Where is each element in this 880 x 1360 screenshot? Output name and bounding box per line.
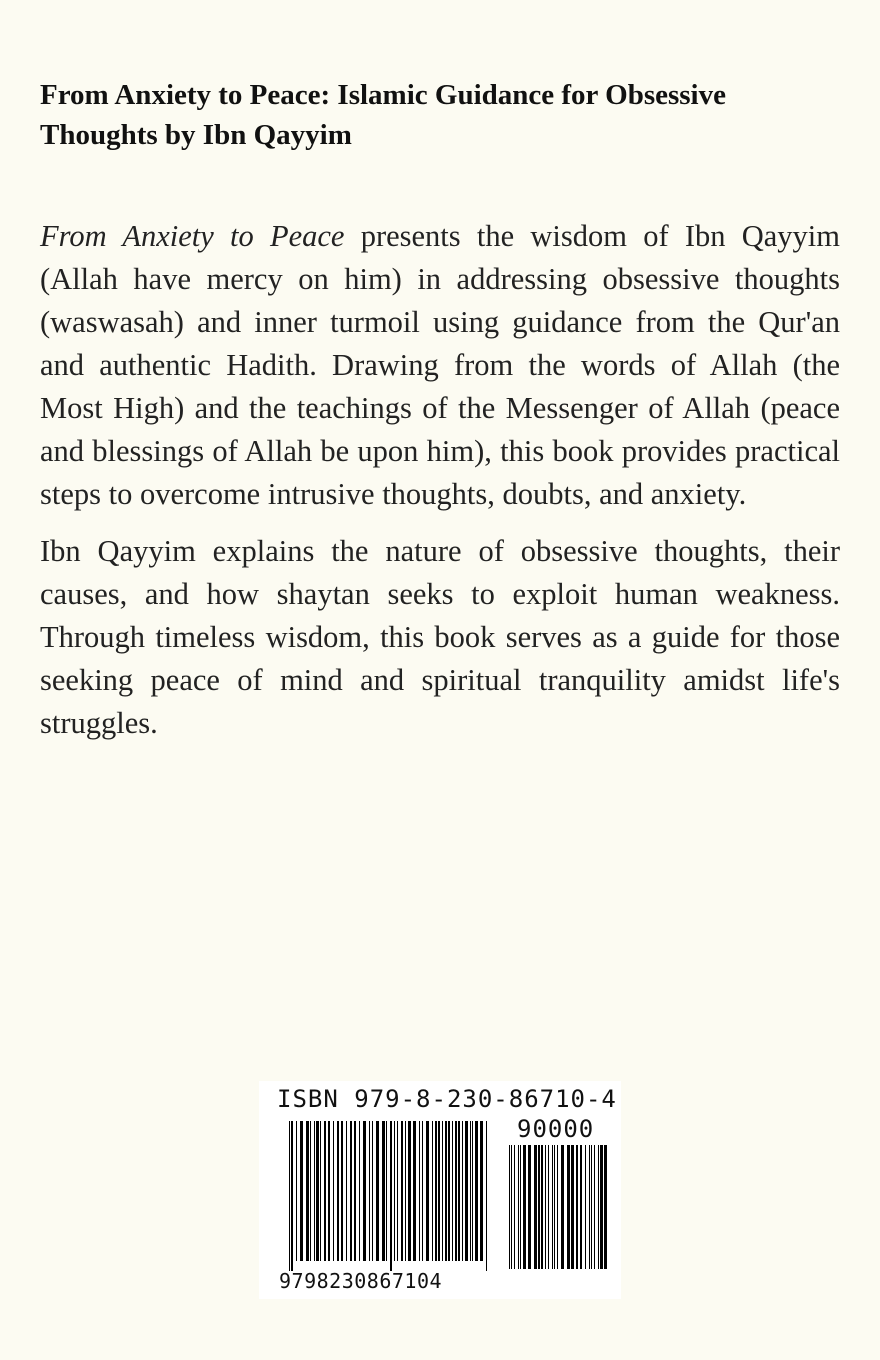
barcode-bar [372, 1121, 373, 1261]
barcode-bar [289, 1121, 290, 1271]
barcode-bar [324, 1121, 326, 1261]
barcode-bar [557, 1145, 558, 1269]
barcode-bar [445, 1121, 447, 1261]
barcode-bar [346, 1121, 347, 1261]
barcode-bar [545, 1145, 546, 1269]
barcode-bar [314, 1121, 315, 1261]
barcode-bar [435, 1121, 437, 1261]
barcode-bar [291, 1121, 293, 1271]
barcode-addon-bars [509, 1145, 609, 1271]
barcode-bar [458, 1121, 460, 1261]
barcode-bar [320, 1121, 321, 1261]
barcode-bar [442, 1121, 443, 1261]
barcode-bar [333, 1121, 334, 1261]
barcode-bar [567, 1145, 570, 1269]
barcode-bar [576, 1145, 578, 1269]
barcode-bar [306, 1121, 309, 1261]
barcode-bar [538, 1145, 540, 1269]
barcode-bar [310, 1121, 311, 1261]
barcode-bar [534, 1145, 537, 1269]
barcode-bar [511, 1145, 512, 1269]
isbn-barcode [259, 1081, 621, 1299]
barcode-bar [363, 1121, 366, 1261]
barcode-bar [386, 1121, 387, 1261]
barcode-bar [591, 1145, 592, 1269]
barcode-bar [328, 1121, 330, 1261]
barcode-bar [585, 1145, 586, 1269]
barcode-bar [397, 1121, 398, 1261]
barcode-bar [589, 1145, 590, 1269]
barcode-bar [518, 1145, 519, 1269]
barcode-bar [571, 1145, 574, 1269]
barcode-bar [354, 1121, 356, 1261]
barcode-bar [604, 1145, 607, 1269]
barcode-bar [359, 1121, 360, 1261]
barcode-bar [350, 1121, 352, 1261]
barcode-bar [401, 1121, 403, 1261]
barcode-bar [462, 1121, 463, 1261]
barcode-bar [465, 1121, 468, 1261]
barcode-bar [422, 1121, 423, 1261]
barcode-bar [300, 1121, 303, 1261]
book-title-italic: From Anxiety to Peace [40, 219, 345, 253]
barcode-bar [426, 1121, 429, 1261]
barcode-bar [509, 1145, 510, 1269]
barcode-bar [514, 1145, 515, 1269]
barcode-bar [480, 1121, 483, 1261]
barcode-bar [448, 1121, 450, 1261]
barcode-bar [548, 1145, 549, 1269]
barcode-bar [523, 1145, 526, 1269]
barcode-bar [541, 1145, 543, 1269]
barcode-bar [600, 1145, 603, 1269]
barcode-main-bars [289, 1121, 499, 1271]
barcode-bar [594, 1145, 595, 1269]
barcode-bar [376, 1121, 379, 1261]
barcode-bar [554, 1145, 555, 1269]
barcode-bar [561, 1145, 564, 1269]
barcode-bar [475, 1121, 478, 1261]
description-paragraph-2: Ibn Qayyim explains the nature of obsessive thoughts, their causes, and how shaytan seeks to exploit human weakness. Through timeless wisdom, this book serves as a guide for those seeking peace of mind and spiritual tranquility amidst life's struggles. [40, 534, 840, 740]
back-cover-content [40, 75, 840, 759]
book-title: From Anxiety to Peace: Islamic Guidance for Obsessive Thoughts by Ibn Qayyim [40, 79, 726, 151]
barcode-bar [438, 1121, 440, 1261]
price-code: 90000 [517, 1115, 595, 1143]
isbn-label: ISBN 979-8-230-86710-4 [277, 1085, 617, 1113]
barcode-bar [419, 1121, 420, 1261]
barcode-bar [598, 1145, 599, 1269]
barcode-bar [432, 1121, 433, 1261]
barcode-bar [486, 1121, 487, 1271]
barcode-bar [382, 1121, 385, 1261]
barcode-bar [369, 1121, 370, 1261]
barcode-bar [455, 1121, 457, 1261]
barcode-bar [520, 1145, 521, 1269]
barcode-bar [552, 1145, 553, 1269]
barcode-bar [394, 1121, 395, 1261]
paragraph-1-text: presents the wisdom of Ibn Qayyim (Allah have mercy on him) in addressing obsessive thoughts (waswasah) and inner turmoil using guidance from the Qur'an and authentic Hadith. Drawing from the words of Allah (the Most High) and the teachings of the Messenger of Allah (peace and blessings of Allah be upon him), this book provides practical steps to overcome intrusive thoughts, doubts, and anxiety. [40, 219, 840, 511]
description-paragraph-1 [40, 215, 840, 516]
barcode-bar [408, 1121, 411, 1261]
barcode-bar [316, 1121, 319, 1261]
barcode-bar [580, 1145, 582, 1269]
barcode-bar [472, 1121, 473, 1261]
barcode-bar [528, 1145, 531, 1269]
barcode-bar [337, 1121, 339, 1261]
barcode-bar [452, 1121, 453, 1261]
barcode-digits: 9798230867104 [279, 1269, 443, 1293]
barcode-bar [341, 1121, 343, 1261]
barcode-bar [470, 1121, 471, 1261]
barcode-bar [405, 1121, 406, 1261]
barcode-bar [413, 1121, 416, 1261]
barcode-bar [296, 1121, 297, 1261]
barcode-bar [390, 1121, 392, 1271]
